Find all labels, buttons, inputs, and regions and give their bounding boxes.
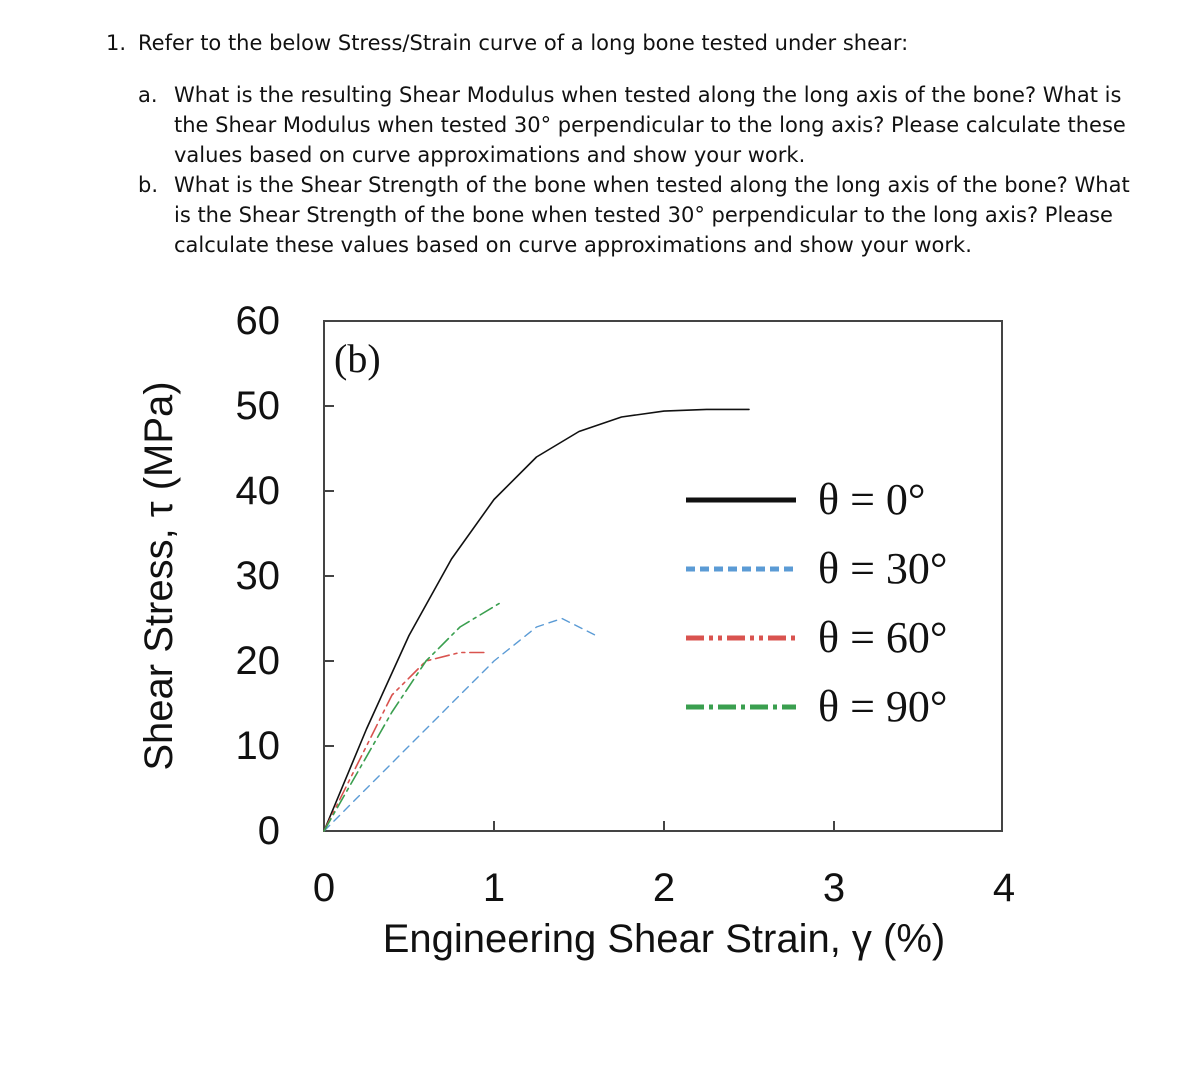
legend-label-0: θ = 0° bbox=[818, 475, 926, 524]
x-tick-label: 2 bbox=[652, 866, 676, 910]
x-tick-label: 4 bbox=[992, 866, 1016, 910]
y-tick-label: 0 bbox=[257, 809, 280, 853]
question-header bbox=[106, 28, 1146, 58]
series-lines bbox=[324, 409, 749, 831]
x-tick-label: 0 bbox=[312, 866, 336, 910]
question-part-b bbox=[138, 170, 1148, 260]
y-tick-label: 30 bbox=[235, 554, 280, 598]
x-axis-tick-labels bbox=[313, 866, 1015, 910]
legend-label-3: θ = 90° bbox=[818, 682, 948, 731]
question-part-a bbox=[138, 80, 1148, 170]
legend-label-2: θ = 60° bbox=[818, 613, 948, 662]
y-tick-label: 10 bbox=[235, 724, 280, 768]
question-1 bbox=[106, 28, 1146, 58]
part-b-letter: b. bbox=[138, 173, 159, 197]
series-line-2 bbox=[324, 653, 486, 832]
part-b-text: What is the Shear Strength of the bone when tested along the long axis of the bone? What is the Shear Strength of the bone when tested 30° perpendicular to the long axis? Please calculate these values based on curve approximations and show your work. bbox=[174, 173, 1130, 257]
y-axis-ticks bbox=[324, 406, 334, 746]
legend bbox=[686, 475, 948, 731]
y-axis-tick-labels bbox=[236, 299, 281, 853]
chart-canvas bbox=[0, 280, 1179, 980]
y-tick-label: 40 bbox=[235, 469, 280, 513]
part-a-text: What is the resulting Shear Modulus when tested along the long axis of the bone? What is the Shear Modulus when tested 30° perpendicular to the long axis? Please calculate these values based on curve approximations and show your work. bbox=[174, 83, 1126, 167]
stress-strain-chart bbox=[0, 280, 1179, 980]
series-line-3 bbox=[324, 602, 503, 832]
x-tick-label: 1 bbox=[482, 866, 506, 910]
y-tick-label: 20 bbox=[235, 639, 280, 683]
panel-label: (b) bbox=[334, 336, 381, 381]
x-axis-label: Engineering Shear Strain, γ (%) bbox=[382, 917, 946, 961]
x-tick-label: 3 bbox=[822, 866, 846, 910]
legend-label-1: θ = 30° bbox=[818, 544, 948, 593]
question-number: 1. bbox=[106, 31, 127, 55]
question-text: Refer to the below Stress/Strain curve of a long bone tested under shear: bbox=[138, 31, 909, 55]
y-tick-label: 50 bbox=[235, 384, 280, 428]
y-tick-label: 60 bbox=[235, 299, 280, 343]
part-a-letter: a. bbox=[138, 83, 158, 107]
x-axis-ticks bbox=[494, 821, 834, 831]
y-axis-label: Shear Stress, τ (MPa) bbox=[137, 381, 181, 771]
series-line-1 bbox=[324, 619, 596, 832]
